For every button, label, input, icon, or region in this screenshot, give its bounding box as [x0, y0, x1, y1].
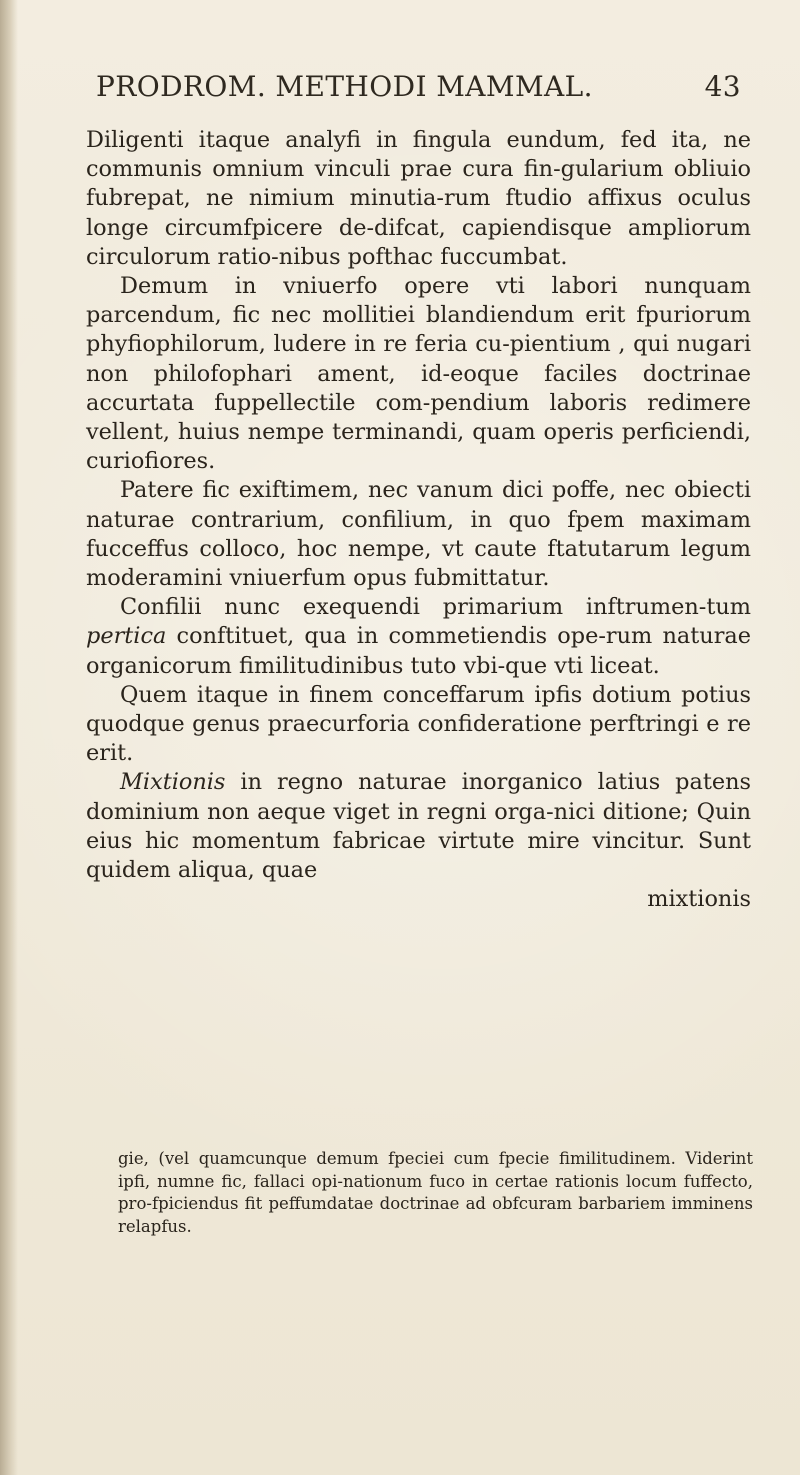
paragraph [86, 593, 751, 681]
running-header [96, 70, 741, 114]
paragraph-rest: in regno naturae inorganico latius patens dominium non aeque viget in regni orga-nici ditione; Quin eius hic momentum fabricae virtute mire vincitur. Sunt quidem aliqua, quae [86, 769, 751, 884]
paragraph: Quem itaque in finem conceffarum ipfis dotium potius quodque genus praecurforia confideratione perftringi e re erit. [86, 681, 751, 767]
paragraph-rest: conftituet, qua in commetiendis ope-rum naturae organicorum fimilitudinibus tuto vbi-que vti liceat. [86, 623, 751, 679]
italic-term: Mixtionis [120, 769, 226, 796]
running-title: PRODROM. METHODI MAMMAL. [96, 70, 593, 103]
paragraph: Demum in vniuerfo opere vti labori nunquam parcendum, fic nec mollitiei blandiendum erit fpuriorum phyfiophilorum, ludere in re feria cu-pientium , qui nugari non philofophari ament, id-eoque faciles doctrinae accurtata fuppellectile com-pendium laboris redimere vellent, huius nempe terminandi, quam operis perficiendi, curiofiores. [86, 273, 751, 475]
main-text [86, 126, 751, 914]
italic-term: pertica [86, 623, 167, 650]
page-gutter-edge [0, 0, 18, 1475]
paragraph-lead: Confilii nunc exequendi primarium inftrumen-tum [120, 594, 751, 621]
page-number: 43 [704, 70, 741, 103]
catchword: mixtionis [647, 886, 751, 913]
paragraph: Patere fic exiftimem, nec vanum dici poffe, nec obiecti naturae contrarium, confilium, in quo fpem maximam fucceffus colloco, hoc nempe, vt caute ftatutarum legum moderamini vniuerfum opus fubmittatur. [86, 477, 751, 592]
paragraph [86, 768, 751, 885]
paragraph: Diligenti itaque analyfi in fingula eundum, fed ita, ne communis omnium vinculi prae cura fin-gularium obliuio fubrepat, ne nimium minutia-rum ftudio affixus oculus longe circumfpicere de-difcat, capiendisque ampliorum circulorum ratio-nibus pofthac fuccumbat. [86, 127, 751, 270]
footnote: gie, (vel quamcunque demum fpeciei cum fpecie fimilitudinem. Viderint ipfi, numne fic, fallaci opi-nationum fuco in certae rationis locum fuffecto, pro-fpiciendus fit peffumdatae doctrinae ad obfcuram barbariem imminens relapfus. [118, 1149, 753, 1236]
